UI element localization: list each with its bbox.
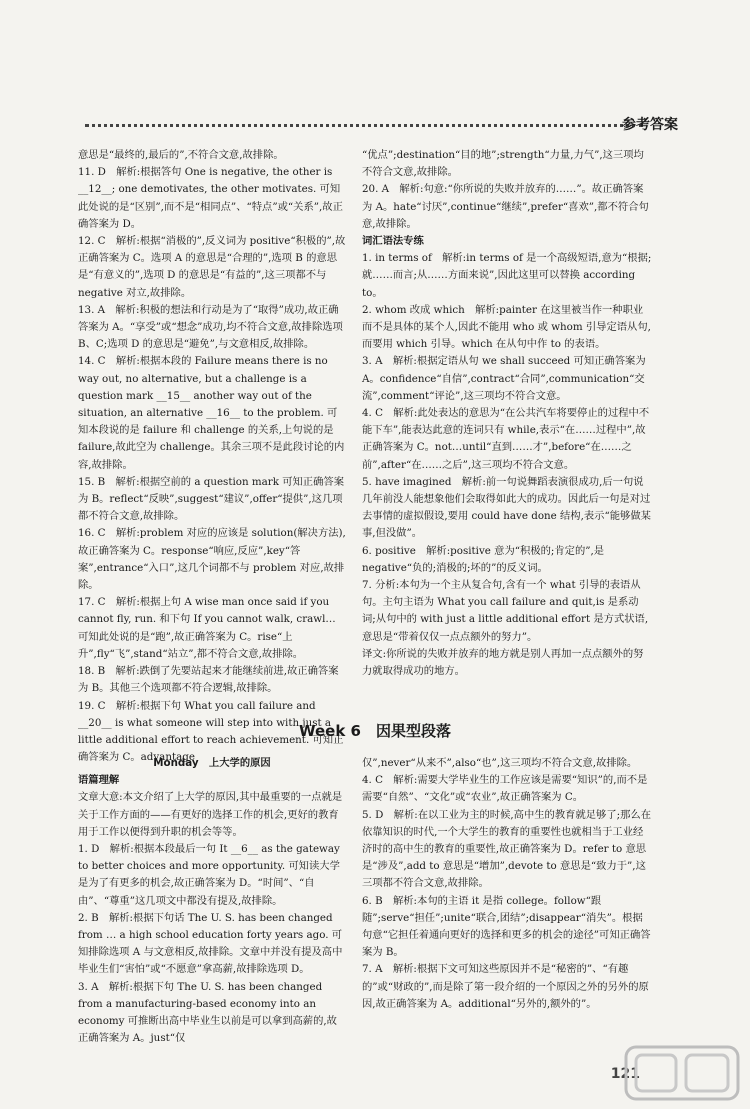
left-column-top: [78, 147, 346, 766]
answer-paragraph: 20. A 解析:句意:“你所说的失败并放弃的……”。故正确答案为 A。hate“讨厌”,continue“继续”,prefer“喜欢”,都不符合句意,故排除。: [362, 183, 649, 230]
reading-section-heading: 语篇理解: [78, 774, 120, 787]
right-column-top: [362, 147, 652, 680]
header-dotted-rule: [85, 124, 643, 127]
answer-paragraph: 12. C 解析:根据“消极的”,反义词为 positive“积极的”,故正确答案为 C。选项 A 的意思是“合理的”,选项 B 的意思是“有意义的”,选项 D 的意思是“有益的”,这三项都不与 negative 对立,故排除。: [78, 235, 346, 299]
answer-paragraph: 6. B 解析:本句的主语 it 是指 college。follow“跟随”;serve“担任”;unite“联合,团结”;disappear“消失”。根据句意“它担任着通向更好的选择和更多的机会的途径”可知正确答案为 B。: [362, 894, 651, 959]
page-header-title: 参考答案: [622, 117, 678, 133]
answer-paragraph: 2. whom 改成 which 解析:painter 在这里被当作一种职业而不是具体的某个人,因此不能用 who 或 whom 引导定语从句,而要用 which 引导。which 在从句中作 to 的表语。: [362, 303, 651, 351]
answer-paragraph: 15. B 解析:根据空前的 a question mark 可知正确答案为 B。reflect“反映”,suggest“建议”,offer“提供”,这几项都不符合文意,故排除。: [78, 475, 344, 523]
answer-paragraph: 4. C 解析:此处表达的意思为“在公共汽车将要停止的过程中不能下车”,能表达此意的连词只有 while,表示“在……过程中”,故正确答案为 C。not…until“直到……才”,before“在……之前”,after“在……之后”,这三项均不符合文意。: [362, 407, 650, 471]
translation-paragraph: 译文:你所说的失败并放弃的地方就是别人再加一点点额外的努力就取得成功的地方。: [362, 647, 644, 678]
answer-paragraph: “优点”;destination“目的地”;strength“力量,力气”,这三项均不符合文意,故排除。: [362, 149, 644, 179]
answer-paragraph: 17. C 解析:根据上句 A wise man once said if you cannot fly, run. 和下句 If you cannot walk, crawl… 可知此处说的是“跑”,故正确答案为 C。rise“上升”,fly“飞”,stand“站立”,都不符合文意,故排除。: [78, 596, 336, 660]
answer-paragraph: 6. positive 解析:positive 意为“积极的;肯定的”,是 negative“负的;消极的;坏的”的反义词。: [362, 544, 605, 574]
answer-paragraph: 19. C 解析:根据下句 What you call failure and __20__ is what someone will step into with just a little additional effort to reach achievement. 可知正确答案为 C。advantage: [78, 699, 344, 764]
answer-paragraph: 1. D 解析:根据本段最后一句 It __6__ as the gateway to better choices and more opportunity. 可知读大学是为了有更多的机会,故正确答案为 D。“时间”、“自由”、“尊重”这几项文中都没有提及,故排除。: [78, 843, 340, 907]
answer-paragraph: 3. A 解析:根据定语从句 we shall succeed 可知正确答案为 A。confidence“自信”,contract“合同”,communication“交流”,comment“评论”,这三项均不符合文意。: [362, 355, 646, 402]
answer-paragraph: 1. in terms of 解析:in terms of 是一个高级短语,意为“根据;就……而言;从……方面来说”,因此这里可以替换 according to。: [362, 252, 652, 299]
answer-paragraph: 7. A 解析:根据下文可知这些原因并不是“秘密的”、“有趣的”或“财政的”,而是除了第一段介绍的一个原因之外的另外的原因,故正确答案为 A。additional“另外的,额外的”。: [362, 963, 649, 1010]
page-number: 121: [610, 1066, 640, 1082]
answer-paragraph: 5. D 解析:在以工业为主的时候,高中生的教育就足够了;那么在依靠知识的时代,一个大学生的教育的重要性也就相当于工业经济时的高中生的教育的重要性,故正确答案为 D。refer to 意思是“涉及”,add to 意思是“增加”,devote to 意思是“致力于”,这三项都不符合文意,故排除。: [362, 808, 651, 890]
answer-paragraph: 5. have imagined 解析:前一句说舞蹈表演很成功,后一句说几年前没人能想象他们会取得如此大的成功。因此后一句是对过去事情的虚拟假设,要用 could have done 结构,表示“能够做某事,但没做”。: [362, 475, 651, 540]
answer-paragraph: 文章大意:本文介绍了上大学的原因,其中最重要的一点就是关于工作方面的——有更好的选择工作的机会,更好的教育用于工作以便得到升职的机会等等。: [78, 791, 343, 838]
answer-paragraph: 16. C 解析:problem 对应的应该是 solution(解决方法),故正确答案为 C。response“响应,反应”,key“答案”,entrance“入口”,这几个词都不与 problem 对应,故排除。: [78, 527, 346, 592]
answer-paragraph: 14. C 解析:根据本段的 Failure means there is no way out, no alternative, but a challenge is a question mark __15__ another way out of the situation, an alternative __16__ to the problem. 可知本段说的是 failure 和 challenge 的关系,上句说的是 failure,故此空为 challenge。其余三项不是此段讨论的内容,故排除。: [78, 355, 345, 471]
right-column-bottom: [362, 755, 652, 1013]
answer-paragraph: 4. C 解析:需要大学毕业生的工作应该是需要“知识”的,而不是需要“自然”、“文化”或“农业”,故正确答案为 C。: [362, 774, 648, 804]
answer-paragraph: 7. 分析:本句为一个主从复合句,含有一个 what 引导的表语从句。主句主语为 What you call failure and quit,is 是系动词;从句中的 with just a little additional effort 是方式状语,意思是“带着仅仅一点点额外的努力”。: [362, 579, 649, 643]
answer-paragraph: 仅”,never“从来不”,also“也”,这三项均不符合文意,故排除。: [362, 757, 638, 769]
left-column-bottom: [78, 755, 346, 1047]
answer-paragraph: 意思是“最终的,最后的”,不符合文意,故排除。: [78, 149, 284, 161]
watermark-logo-icon: [622, 1041, 742, 1103]
answer-paragraph: 11. D 解析:根据答句 One is negative, the other is __12__; one demotivates, the other motivates. 可知此处说的是“区别”,而不是“相同点”、“特点”或“关系”,故正确答案为 D。: [78, 166, 343, 230]
answer-paragraph: 13. A 解析:积极的想法和行动是为了“取得”成功,故正确答案为 A。“享受”或“想念”成功,均不符合文意,故排除选项 B、C;选项 D 的意思是“避免”,与文意相反,故排除。: [78, 303, 343, 351]
answer-paragraph: 3. A 解析:根据下句 The U. S. has been changed from a manufacturing-based economy into an economy 可推断出高中毕业生以前是可以拿到高薪的,故正确答案为 A。just“仅: [78, 980, 337, 1045]
answer-paragraph: 2. B 解析:根据下句话 The U. S. has been changed from … a high school education forty years ago. 可知排除选项 A 与文意相反,故排除。文章中并没有提及高中毕业生们“害怕”或“不愿意”拿高薪,故排除选项 D。: [78, 911, 343, 976]
week-section-title: Week 6 因果型段落: [299, 722, 451, 740]
day-title: Monday 上大学的原因: [153, 757, 271, 769]
answer-paragraph: 18. B 解析:跌倒了先要站起来才能继续前进,故正确答案为 B。其他三个选项都不符合逻辑,故排除。: [78, 665, 339, 695]
vocab-section-heading: 词汇语法专练: [362, 235, 424, 248]
